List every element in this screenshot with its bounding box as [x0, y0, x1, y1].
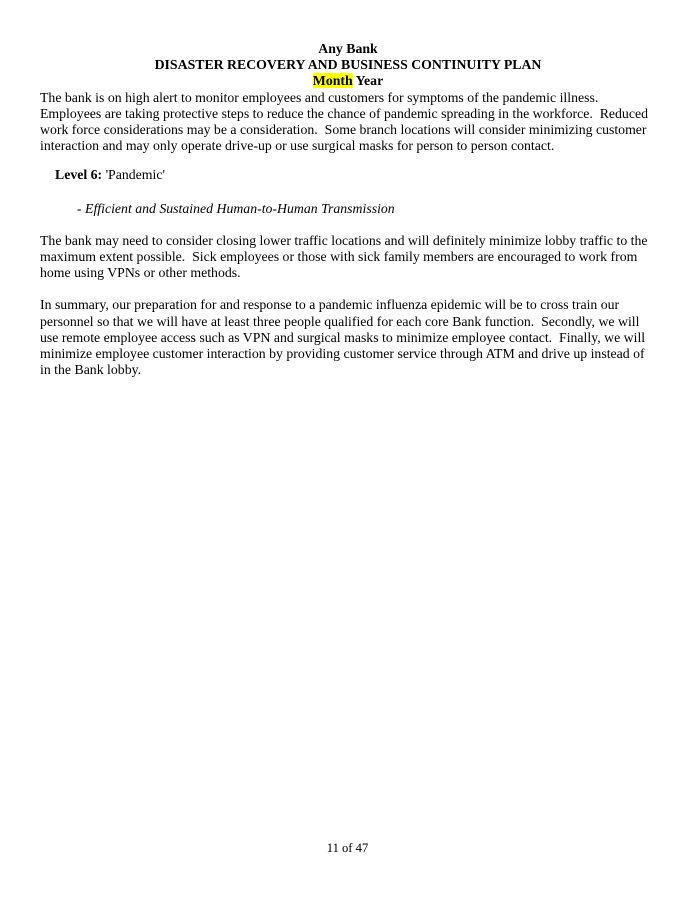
subpoint-transmission: - Efficient and Sustained Human-to-Human Transmission [77, 200, 395, 216]
document-content [40, 41, 656, 378]
year-label: Year [352, 73, 384, 89]
doc-header [40, 41, 656, 90]
doc-title-date [40, 73, 656, 89]
doc-title-plan: DISASTER RECOVERY AND BUSINESS CONTINUITY PLAN [154, 57, 542, 73]
doc-title-bank: Any Bank [318, 41, 378, 56]
paragraph-summary: In summary, our preparation for and response to a pandemic influenza epidemic will be to cross train our personnel so that we will have at least three people qualified for each core Bank function. Secondly, we will use remote employee access such as VPN and surgical masks to minimize employee contact. Finally, we will minimize employee customer interaction by providing customer service through ATM and drive up instead of in the Bank lobby. [40, 297, 649, 378]
page-number: 11 of 47 [326, 841, 369, 855]
paragraph-closures: The bank may need to consider closing lower traffic locations and will definitely minimize lobby traffic to the maximum extent possible. Sick employees or those with sick family members are encouraged to work from home using VPNs or other methods. [40, 232, 651, 281]
level-label: Level 6: [55, 167, 103, 183]
level-value: 'Pandemic' [102, 167, 165, 183]
level-heading [40, 167, 656, 183]
month-highlight: Month [312, 73, 353, 89]
paragraph-pandemic-alert: The bank is on high alert to monitor employees and customers for symptoms of the pandemic illness. Employees are taking protective steps to reduce the chance of pandemic spreading in the workforce. Reduced work force considerations may be a consideration. Some branch locations will consider minimizing customer interaction and may only operate drive-up or use surgical masks for person to person contact. [40, 89, 652, 154]
